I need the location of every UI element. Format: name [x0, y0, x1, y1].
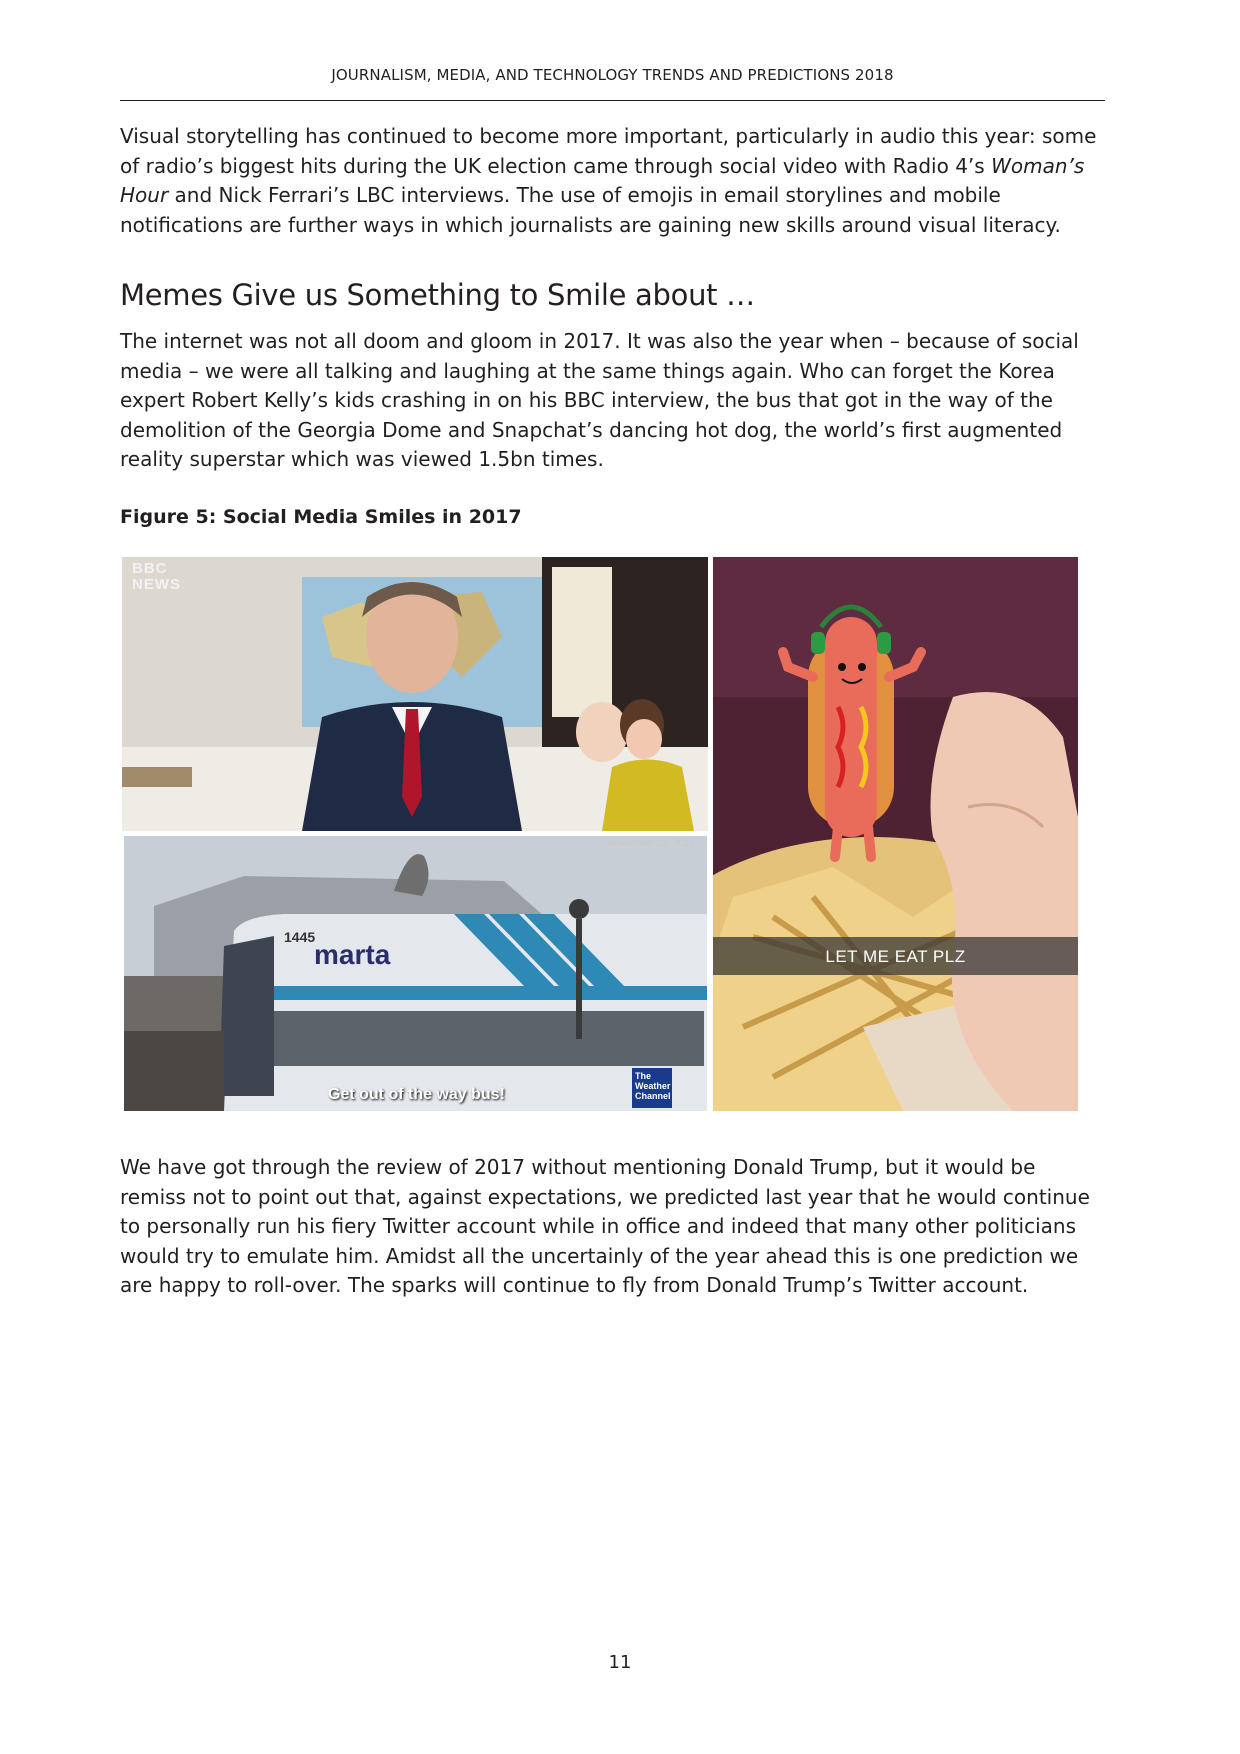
- weather-channel-logo: [632, 1068, 672, 1108]
- bus-caption: Get out of the way bus!: [328, 1086, 505, 1103]
- bbc-logo-top: BBC: [132, 560, 168, 577]
- bbc-logo-bottom: NEWS: [132, 576, 181, 593]
- intro-text-end: and Nick Ferrari’s LBC interviews. The use of emojis in email storylines and mobile notifications are further ways in which journalists are gaining new skills around visual literacy.: [120, 183, 1061, 237]
- bus-number-text: 1445: [284, 929, 316, 945]
- figure-caption: Figure 5: Social Media Smiles in 2017: [120, 506, 522, 528]
- section-heading: Memes Give us Something to Smile about …: [120, 278, 755, 312]
- bbc-interview-illustration: [122, 557, 708, 831]
- intro-paragraph: [120, 122, 1105, 240]
- hotdog-illustration: [713, 557, 1078, 1111]
- section-paragraph: The internet was not all doom and gloom in 2017. It was also the year when – because of social media – we were all talking and laughing at the same things again. Who can forget the Korea expert Robert Kelly’s kids crashing in on his BBC interview, the bus that got in the way of the demolition of the Georgia Dome and Snapchat’s dancing hot dog, the world’s first augmented reality superstar which was viewed 1.5bn times.: [120, 329, 1079, 471]
- running-header: JOURNALISM, MEDIA, AND TECHNOLOGY TRENDS AND PREDICTIONS 2018: [331, 66, 894, 84]
- bus-illustration: [124, 836, 707, 1111]
- header-rule: [120, 100, 1105, 101]
- weather-channel-line-2: Weather: [635, 1081, 671, 1091]
- bbc-news-logo: [132, 561, 181, 593]
- page-number: 11: [608, 1652, 632, 1673]
- intro-text-start: Visual storytelling has continued to become more important, particularly in audio this year: some of radio’s biggest hits during the UK election came through social video with Radio 4’s: [120, 124, 1097, 178]
- marta-bus-image: [124, 836, 707, 1111]
- weather-channel-line-1: The: [635, 1071, 652, 1081]
- snapchat-caption: LET ME EAT PLZ: [825, 947, 966, 966]
- bus-brand-text: marta: [314, 939, 391, 970]
- weather-channel-line-3: Channel: [635, 1091, 671, 1101]
- snapchat-hotdog-image: [713, 557, 1078, 1111]
- closing-paragraph: We have got through the review of 2017 without mentioning Donald Trump, but it would be remiss not to point out that, against expectations, we predicted last year that he would continue to personally run his fiery Twitter account while in office and indeed that many other politicians would try to emulate him. Amidst all the uncertainly of the year ahead this is one prediction we are happy to roll-over. The sparks will continue to fly from Donald Trump’s Twitter account.: [120, 1155, 1090, 1297]
- intro-italic-title: Woman’s Hour: [120, 153, 1085, 207]
- bus-date-stamp: November 20, 2017: [607, 838, 695, 849]
- bbc-interview-image: [122, 557, 708, 831]
